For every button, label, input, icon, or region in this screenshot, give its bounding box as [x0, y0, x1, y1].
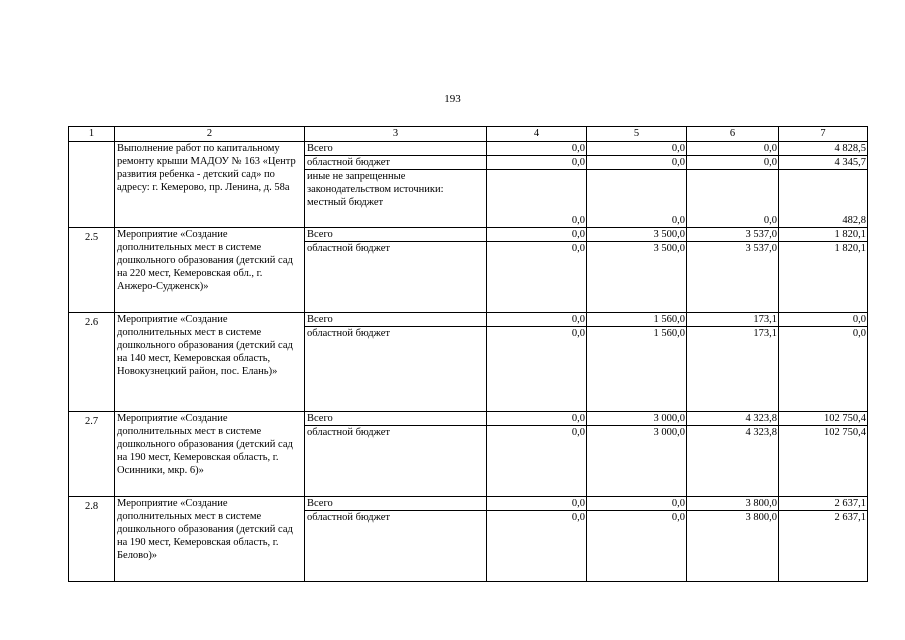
value-col5: 1 560,0	[587, 327, 687, 412]
funding-source: Всего	[305, 497, 487, 511]
table-header-row	[69, 127, 868, 142]
value-col5: 0,0	[587, 170, 687, 228]
value-col6: 3 537,0	[687, 228, 779, 242]
column-header: 3	[305, 127, 487, 142]
value-col4: 0,0	[487, 426, 587, 497]
item-number: 2.5	[69, 228, 115, 313]
value-col6: 3 800,0	[687, 497, 779, 511]
funding-source: областной бюджет	[305, 327, 487, 412]
value-col7: 102 750,4	[779, 426, 868, 497]
table-row	[69, 313, 868, 327]
value-col5: 0,0	[587, 156, 687, 170]
column-header: 1	[69, 127, 115, 142]
item-description: Выполнение работ по капитальному ремонту крыши МАДОУ № 163 «Центр развития ребенка - детский сад» по адресу: г. Кемерово, пр. Ленина, д. 58а	[115, 142, 305, 228]
value-col5: 1 560,0	[587, 313, 687, 327]
table-row	[69, 497, 868, 511]
value-col4: 0,0	[487, 156, 587, 170]
value-col5: 3 500,0	[587, 228, 687, 242]
value-col6: 0,0	[687, 156, 779, 170]
value-col7: 4 345,7	[779, 156, 868, 170]
table-row	[69, 412, 868, 426]
budget-table	[68, 126, 868, 582]
value-col7: 482,8	[779, 170, 868, 228]
value-col4: 0,0	[487, 242, 587, 313]
value-col6: 3 537,0	[687, 242, 779, 313]
item-description: Мероприятие «Создание дополнительных мест в системе дошкольного образования (детский сад на 220 мест, Кемеровская обл., г. Анжеро-Судженск)»	[115, 228, 305, 313]
page-number: 193	[444, 93, 461, 105]
funding-source: областной бюджет	[305, 156, 487, 170]
item-number: 2.8	[69, 497, 115, 582]
value-col5: 3 000,0	[587, 426, 687, 497]
value-col7: 102 750,4	[779, 412, 868, 426]
value-col4: 0,0	[487, 228, 587, 242]
funding-source: областной бюджет	[305, 242, 487, 313]
value-col6: 4 323,8	[687, 426, 779, 497]
value-col7: 0,0	[779, 313, 868, 327]
column-header: 7	[779, 127, 868, 142]
value-col5: 0,0	[587, 142, 687, 156]
value-col7: 2 637,1	[779, 497, 868, 511]
item-number: 2.7	[69, 412, 115, 497]
value-col6: 3 800,0	[687, 511, 779, 582]
value-col7: 0,0	[779, 327, 868, 412]
value-col4: 0,0	[487, 412, 587, 426]
column-header: 2	[115, 127, 305, 142]
table-row	[69, 228, 868, 242]
funding-source: Всего	[305, 412, 487, 426]
value-col7: 1 820,1	[779, 228, 868, 242]
value-col5: 3 500,0	[587, 242, 687, 313]
value-col5: 0,0	[587, 511, 687, 582]
item-number: 2.6	[69, 313, 115, 412]
item-description: Мероприятие «Создание дополнительных мест в системе дошкольного образования (детский сад на 190 мест, Кемеровская область, г. Осинники, мкр. 6)»	[115, 412, 305, 497]
value-col4: 0,0	[487, 511, 587, 582]
value-col5: 3 000,0	[587, 412, 687, 426]
value-col5: 0,0	[587, 497, 687, 511]
funding-source: Всего	[305, 142, 487, 156]
funding-source: Всего	[305, 313, 487, 327]
funding-source: Всего	[305, 228, 487, 242]
value-col6: 4 323,8	[687, 412, 779, 426]
value-col6: 173,1	[687, 327, 779, 412]
item-description: Мероприятие «Создание дополнительных мест в системе дошкольного образования (детский сад на 190 мест, Кемеровская область, г. Белово)»	[115, 497, 305, 582]
value-col7: 4 828,5	[779, 142, 868, 156]
value-col4: 0,0	[487, 327, 587, 412]
value-col4: 0,0	[487, 313, 587, 327]
funding-source: областной бюджет	[305, 511, 487, 582]
column-header: 4	[487, 127, 587, 142]
value-col7: 2 637,1	[779, 511, 868, 582]
funding-source: иные не запрещенные законодательством источники: местный бюджет	[305, 170, 487, 228]
value-col4: 0,0	[487, 170, 587, 228]
funding-source: областной бюджет	[305, 426, 487, 497]
value-col4: 0,0	[487, 497, 587, 511]
value-col4: 0,0	[487, 142, 587, 156]
item-number	[69, 142, 115, 228]
value-col7: 1 820,1	[779, 242, 868, 313]
value-col6: 173,1	[687, 313, 779, 327]
column-header: 5	[587, 127, 687, 142]
value-col6: 0,0	[687, 170, 779, 228]
column-header: 6	[687, 127, 779, 142]
value-col6: 0,0	[687, 142, 779, 156]
item-description: Мероприятие «Создание дополнительных мест в системе дошкольного образования (детский сад на 140 мест, Кемеровская область, Новокузнецкий район, пос. Елань)»	[115, 313, 305, 412]
table-row	[69, 142, 868, 156]
